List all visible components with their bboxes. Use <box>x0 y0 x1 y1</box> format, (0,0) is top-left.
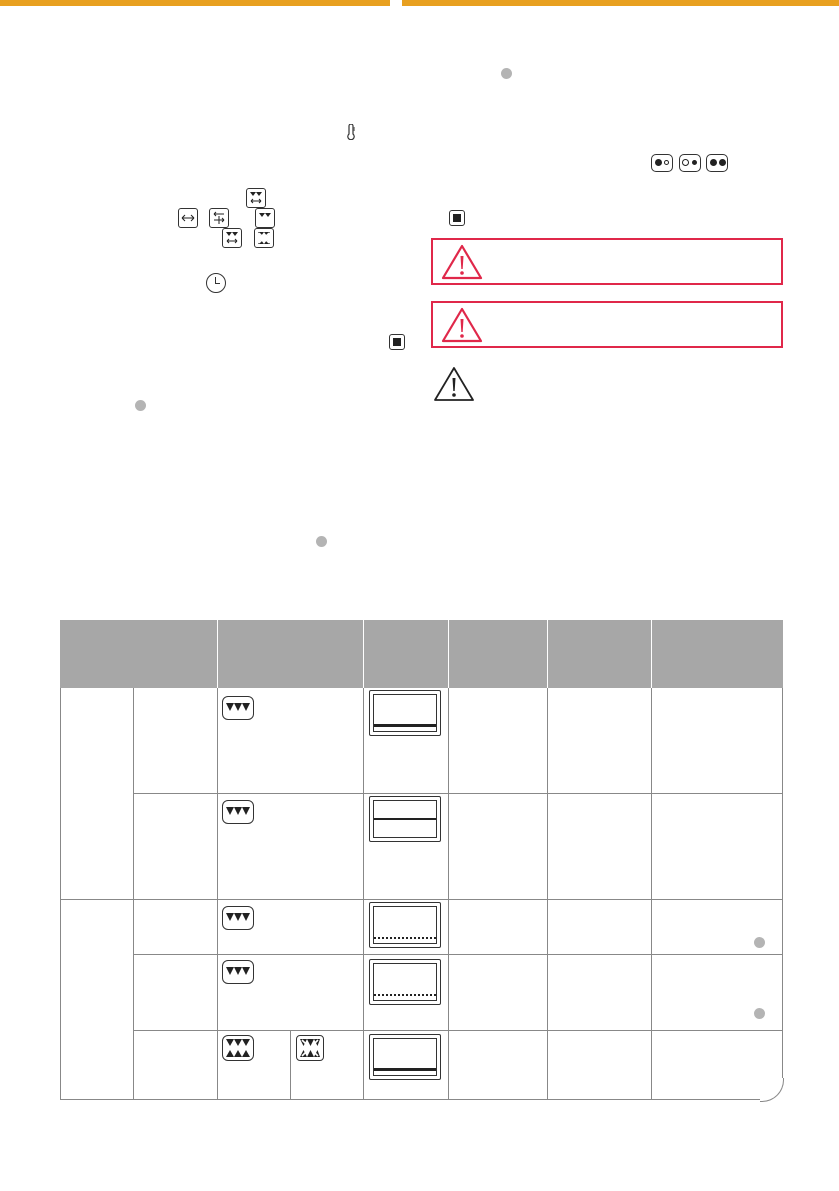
shelf-position-icon <box>369 690 441 736</box>
grid-line <box>133 793 783 794</box>
grid-line <box>363 688 364 1100</box>
grid-line <box>133 1030 783 1031</box>
reference-dot <box>754 1008 765 1019</box>
table-header-cell <box>363 620 448 688</box>
selector-dots-icon <box>679 154 701 172</box>
stop-icon <box>389 334 405 350</box>
thermometer-icon <box>346 124 356 145</box>
warning-box <box>431 238 783 285</box>
reference-dot <box>135 400 146 411</box>
top-accent-rule <box>0 0 839 6</box>
top-heat-icon <box>222 960 254 984</box>
header-divider <box>651 620 652 688</box>
header-divider <box>448 620 449 688</box>
grid-line <box>60 1099 760 1100</box>
shelf-position-icon <box>369 959 441 1005</box>
table-header-cell <box>651 620 783 688</box>
grid-line <box>782 688 783 1078</box>
grill-key-icon <box>254 228 274 248</box>
header-divider <box>363 620 364 688</box>
grid-line <box>133 954 783 955</box>
top-rule-left <box>0 0 390 6</box>
table-header-cell <box>547 620 651 688</box>
top-heat-icon <box>222 800 254 824</box>
top-heat-icon <box>222 906 254 930</box>
grid-line <box>547 688 548 1100</box>
shelf-position-icon <box>369 902 441 948</box>
top-bottom-heat-icon <box>222 1035 254 1061</box>
reference-dot <box>501 68 512 79</box>
fan-heat-icon <box>209 208 229 228</box>
reference-dot <box>316 536 327 547</box>
grid-line <box>60 899 783 900</box>
grid-line <box>651 688 652 1100</box>
reference-dot <box>754 937 765 948</box>
top-rule-right <box>402 0 839 6</box>
selector-dots-icon <box>651 154 673 172</box>
grid-line <box>448 688 449 1100</box>
clock-icon <box>206 273 226 293</box>
table-header-cell <box>217 620 363 688</box>
warning-triangle-icon <box>433 366 475 407</box>
grid-line <box>217 688 218 1100</box>
stop-icon <box>449 210 465 226</box>
left-right-arrow-icon <box>178 208 198 228</box>
warning-box <box>431 301 783 348</box>
fan-top-heat-key-icon <box>246 188 266 208</box>
grill-fan-icon <box>296 1035 324 1061</box>
grid-line <box>60 688 61 1100</box>
table-header-cell <box>133 620 217 688</box>
fan-top-heat-key-icon-2 <box>222 228 242 248</box>
top-heat-key-icon <box>255 208 275 228</box>
warning-triangle-icon <box>441 244 483 285</box>
grid-line <box>133 688 134 1100</box>
shelf-position-icon <box>369 1034 441 1080</box>
warning-triangle-icon <box>441 307 483 348</box>
shelf-position-icon <box>369 796 441 842</box>
table-header-cell <box>448 620 547 688</box>
header-divider <box>547 620 548 688</box>
cooking-table <box>60 620 783 1100</box>
grid-line <box>290 1030 291 1100</box>
table-header-cell <box>60 620 133 688</box>
header-divider <box>217 620 218 688</box>
selector-dots-icon <box>706 154 728 172</box>
top-heat-icon <box>222 696 254 720</box>
